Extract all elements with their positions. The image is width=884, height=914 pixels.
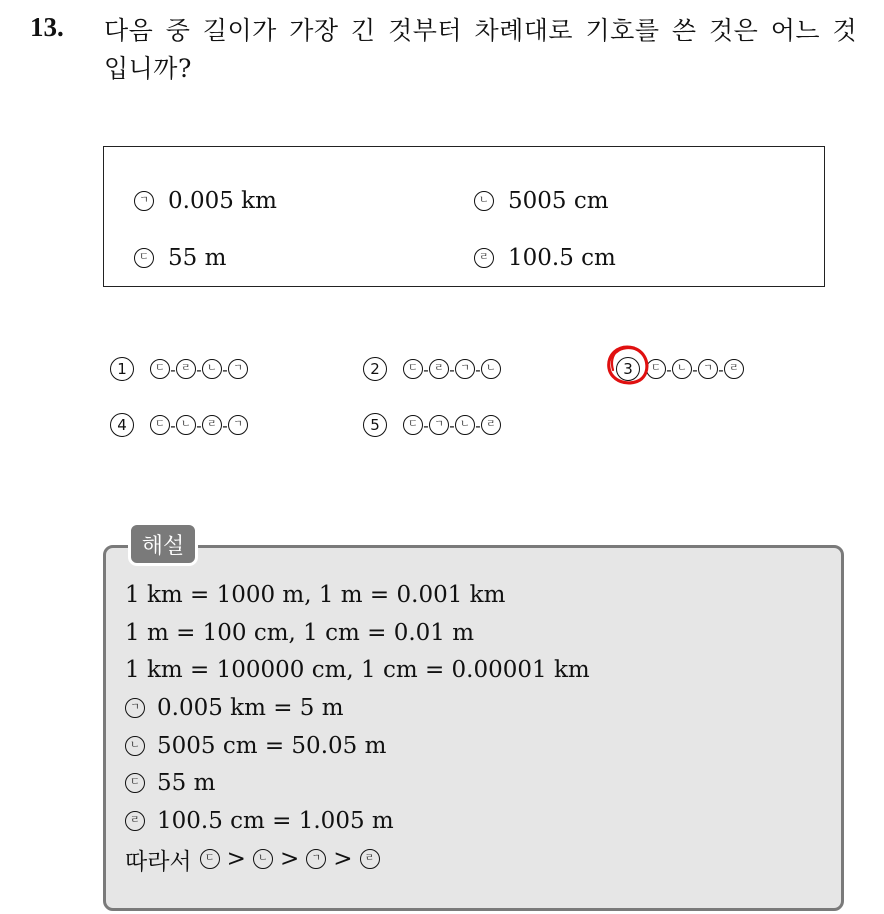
solution-marked-line — [125, 768, 215, 798]
circle-rieul-icon: ㄹ — [202, 415, 222, 435]
circle-digeut-icon: ㄷ — [200, 849, 220, 869]
circle-digeut-icon: ㄷ — [646, 359, 666, 379]
circle-digeut-icon: ㄷ — [125, 773, 145, 793]
choice-2[interactable]: 2 ㄷ - ㄹ - ㄱ - ㄴ — [363, 354, 501, 384]
circle-rieul-icon: ㄹ — [176, 359, 196, 379]
circle-rieul-icon: ㄹ — [481, 415, 501, 435]
choice-4[interactable]: 4 ㄷ - ㄴ - ㄹ - ㄱ — [110, 410, 248, 440]
circle-giyeok-icon: ㄱ — [228, 359, 248, 379]
circle-giyeok-icon: ㄱ — [429, 415, 449, 435]
question-number: 13. — [30, 12, 64, 42]
solution-line-3: 1 km = 100000 cm, 1 cm = 0.00001 km — [125, 657, 590, 683]
circle-nieun-icon: ㄴ — [455, 415, 475, 435]
circle-nieun-icon: ㄴ — [125, 736, 145, 756]
given-item-b — [474, 186, 609, 216]
circle-giyeok-icon: ㄱ — [698, 359, 718, 379]
circle-rieul-icon: ㄹ — [360, 849, 380, 869]
choice-number: 2 — [363, 357, 387, 381]
circle-nieun-icon: ㄴ — [672, 359, 692, 379]
greater-than-sign: > — [226, 846, 246, 872]
given-value: 100.5 cm — [508, 245, 616, 271]
circle-digeut-icon: ㄷ — [403, 415, 423, 435]
circle-rieul-icon: ㄹ — [125, 811, 145, 831]
answer-circle-mark-icon — [604, 343, 652, 389]
solution-line-text: 100.5 cm = 1.005 m — [157, 808, 394, 834]
given-item-d — [474, 243, 616, 273]
greater-than-sign: > — [333, 846, 353, 872]
circle-rieul-icon: ㄹ — [474, 248, 494, 268]
conclusion-prefix: 따라서 — [125, 848, 192, 875]
circle-digeut-icon: ㄷ — [150, 359, 170, 379]
circle-nieun-icon: ㄴ — [474, 191, 494, 211]
choice-5[interactable]: 5 ㄷ - ㄱ - ㄴ - ㄹ — [363, 410, 501, 440]
solution-line-text: 5005 cm = 50.05 m — [157, 733, 387, 759]
circle-giyeok-icon: ㄱ — [306, 849, 326, 869]
circle-giyeok-icon: ㄱ — [134, 191, 154, 211]
solution-marked-line — [125, 693, 344, 723]
greater-than-sign: > — [279, 846, 300, 872]
choice-1[interactable]: 1 ㄷ - ㄹ - ㄴ - ㄱ — [110, 354, 248, 384]
given-item-c — [134, 243, 226, 273]
solution-marked-line — [125, 731, 386, 761]
circle-giyeok-icon: ㄱ — [455, 359, 475, 379]
circle-rieul-icon: ㄹ — [724, 359, 744, 379]
choice-number: 1 — [110, 357, 134, 381]
given-item-a — [134, 186, 277, 216]
solution-line-2: 1 m = 100 cm, 1 cm = 0.01 m — [125, 620, 475, 646]
given-value: 0.005 km — [168, 188, 277, 214]
circle-nieun-icon: ㄴ — [202, 359, 222, 379]
solution-line-1: 1 km = 1000 m, 1 m = 0.001 km — [125, 582, 506, 608]
circle-nieun-icon: ㄴ — [253, 849, 273, 869]
choice-number: 4 — [110, 413, 134, 437]
given-value: 5005 cm — [508, 188, 609, 214]
circle-giyeok-icon: ㄱ — [125, 698, 145, 718]
circle-digeut-icon: ㄷ — [150, 415, 170, 435]
circle-digeut-icon: ㄷ — [134, 248, 154, 268]
circle-giyeok-icon: ㄱ — [228, 415, 248, 435]
circle-nieun-icon: ㄴ — [481, 359, 501, 379]
solution-line-text: 0.005 km = 5 m — [157, 695, 344, 721]
given-value: 55 m — [168, 245, 227, 271]
choice-number: 5 — [363, 413, 387, 437]
solution-marked-line — [125, 806, 394, 836]
circle-nieun-icon: ㄴ — [176, 415, 196, 435]
circle-digeut-icon: ㄷ — [403, 359, 423, 379]
solution-conclusion — [125, 844, 380, 874]
circle-rieul-icon: ㄹ — [429, 359, 449, 379]
solution-label: 해설 — [128, 522, 198, 566]
choice-3[interactable]: 3 ㄷ - ㄴ - ㄱ - ㄹ — [616, 354, 744, 384]
question-text: 다음 중 길이가 가장 긴 것부터 차례대로 기호를 쓴 것은 어느 것입니까? — [104, 16, 858, 83]
solution-line-text: 55 m — [157, 770, 216, 796]
choice-number: 3 — [616, 357, 640, 381]
